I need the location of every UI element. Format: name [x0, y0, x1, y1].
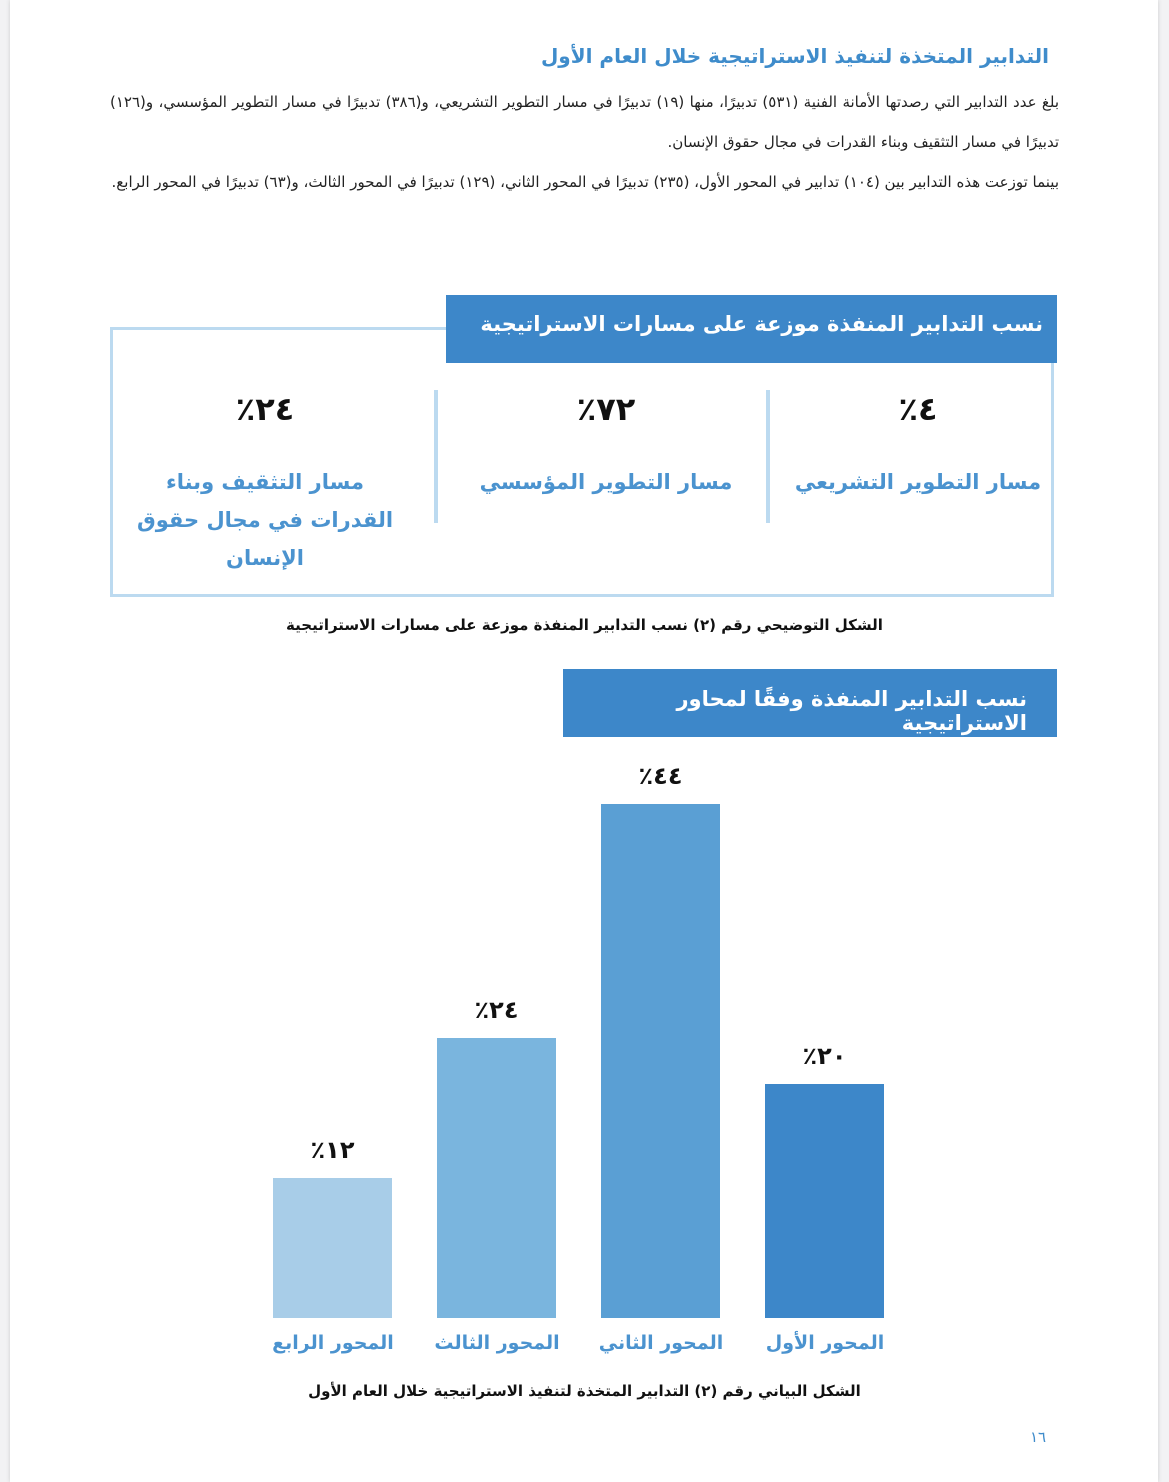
- category-label: المحور الرابع: [272, 1332, 394, 1354]
- page-number: ١٦: [1030, 1428, 1047, 1446]
- bar: [273, 1178, 392, 1318]
- infographic-value: ٪٤: [898, 390, 938, 428]
- bar-value-label: ٪١٢: [310, 1135, 355, 1164]
- bar: [765, 1084, 884, 1318]
- paragraph-1: بلغ عدد التدابير التي رصدتها الأمانة الفنية (٥٣١) تدبيرًا، منها (١٩) تدبيرًا في مسار التطوير التشريعي، و(٣٨٦) تدبيرًا في مسار التطوير المؤسسي، و(١٢٦) تدبيرًا في مسار التثقيف وبناء القدرات في مجال حقوق الإنسان.: [110, 93, 1059, 151]
- infographic-caption: الشكل التوضيحي رقم (٢) نسب التدابير المنفذة موزعة على مسارات الاستراتيجية: [286, 616, 883, 634]
- divider: [434, 390, 438, 523]
- page: [10, 0, 1158, 1482]
- divider: [766, 390, 770, 523]
- infographic-label: مسار التطوير التشريعي: [794, 470, 1042, 494]
- paragraph-2: بينما توزعت هذه التدابير بين (١٠٤) تدابير في المحور الأول، (٢٣٥) تدبيرًا في المحور الثاني، (١٢٩) تدبيرًا في المحور الثالث، و(٦٣) تدبيرًا في المحور الرابع.: [111, 173, 1059, 191]
- bar-value-label: ٪٤٤: [638, 762, 683, 790]
- chart-caption: الشكل البياني رقم (٢) التدابير المتخذة لتنفيذ الاستراتيجية خلال العام الأول: [308, 1382, 861, 1400]
- bar-value-label: ٪٢٤: [474, 995, 519, 1024]
- infographic-item-legislative: [758, 390, 1078, 501]
- category-label: المحور الأول: [765, 1332, 885, 1354]
- category-label: المحور الثالث: [434, 1332, 560, 1354]
- bar: [601, 804, 720, 1318]
- infographic-item-institutional: [446, 390, 766, 501]
- bar: [437, 1038, 556, 1318]
- infographic-label: مسار التثقيف وبناء القدرات في مجال حقوق الإنسان: [136, 470, 394, 570]
- chart-title: نسب التدابير المنفذة وفقًا لمحاور الاستراتيجية: [563, 669, 1057, 737]
- infographic-label: مسار التطوير المؤسسي: [479, 470, 733, 494]
- infographic-value: ٪٢٤: [235, 390, 295, 428]
- section-title: التدابير المتخذة لتنفيذ الاستراتيجية خلال العام الأول: [540, 44, 1049, 68]
- category-label: المحور الثاني: [598, 1332, 724, 1354]
- bar-value-label: ٪٢٠: [802, 1042, 847, 1071]
- infographic-title: نسب التدابير المنفذة موزعة على مسارات الاستراتيجية: [446, 295, 1057, 363]
- infographic-item-education: [110, 390, 420, 577]
- infographic-value: ٪٧٢: [576, 390, 636, 428]
